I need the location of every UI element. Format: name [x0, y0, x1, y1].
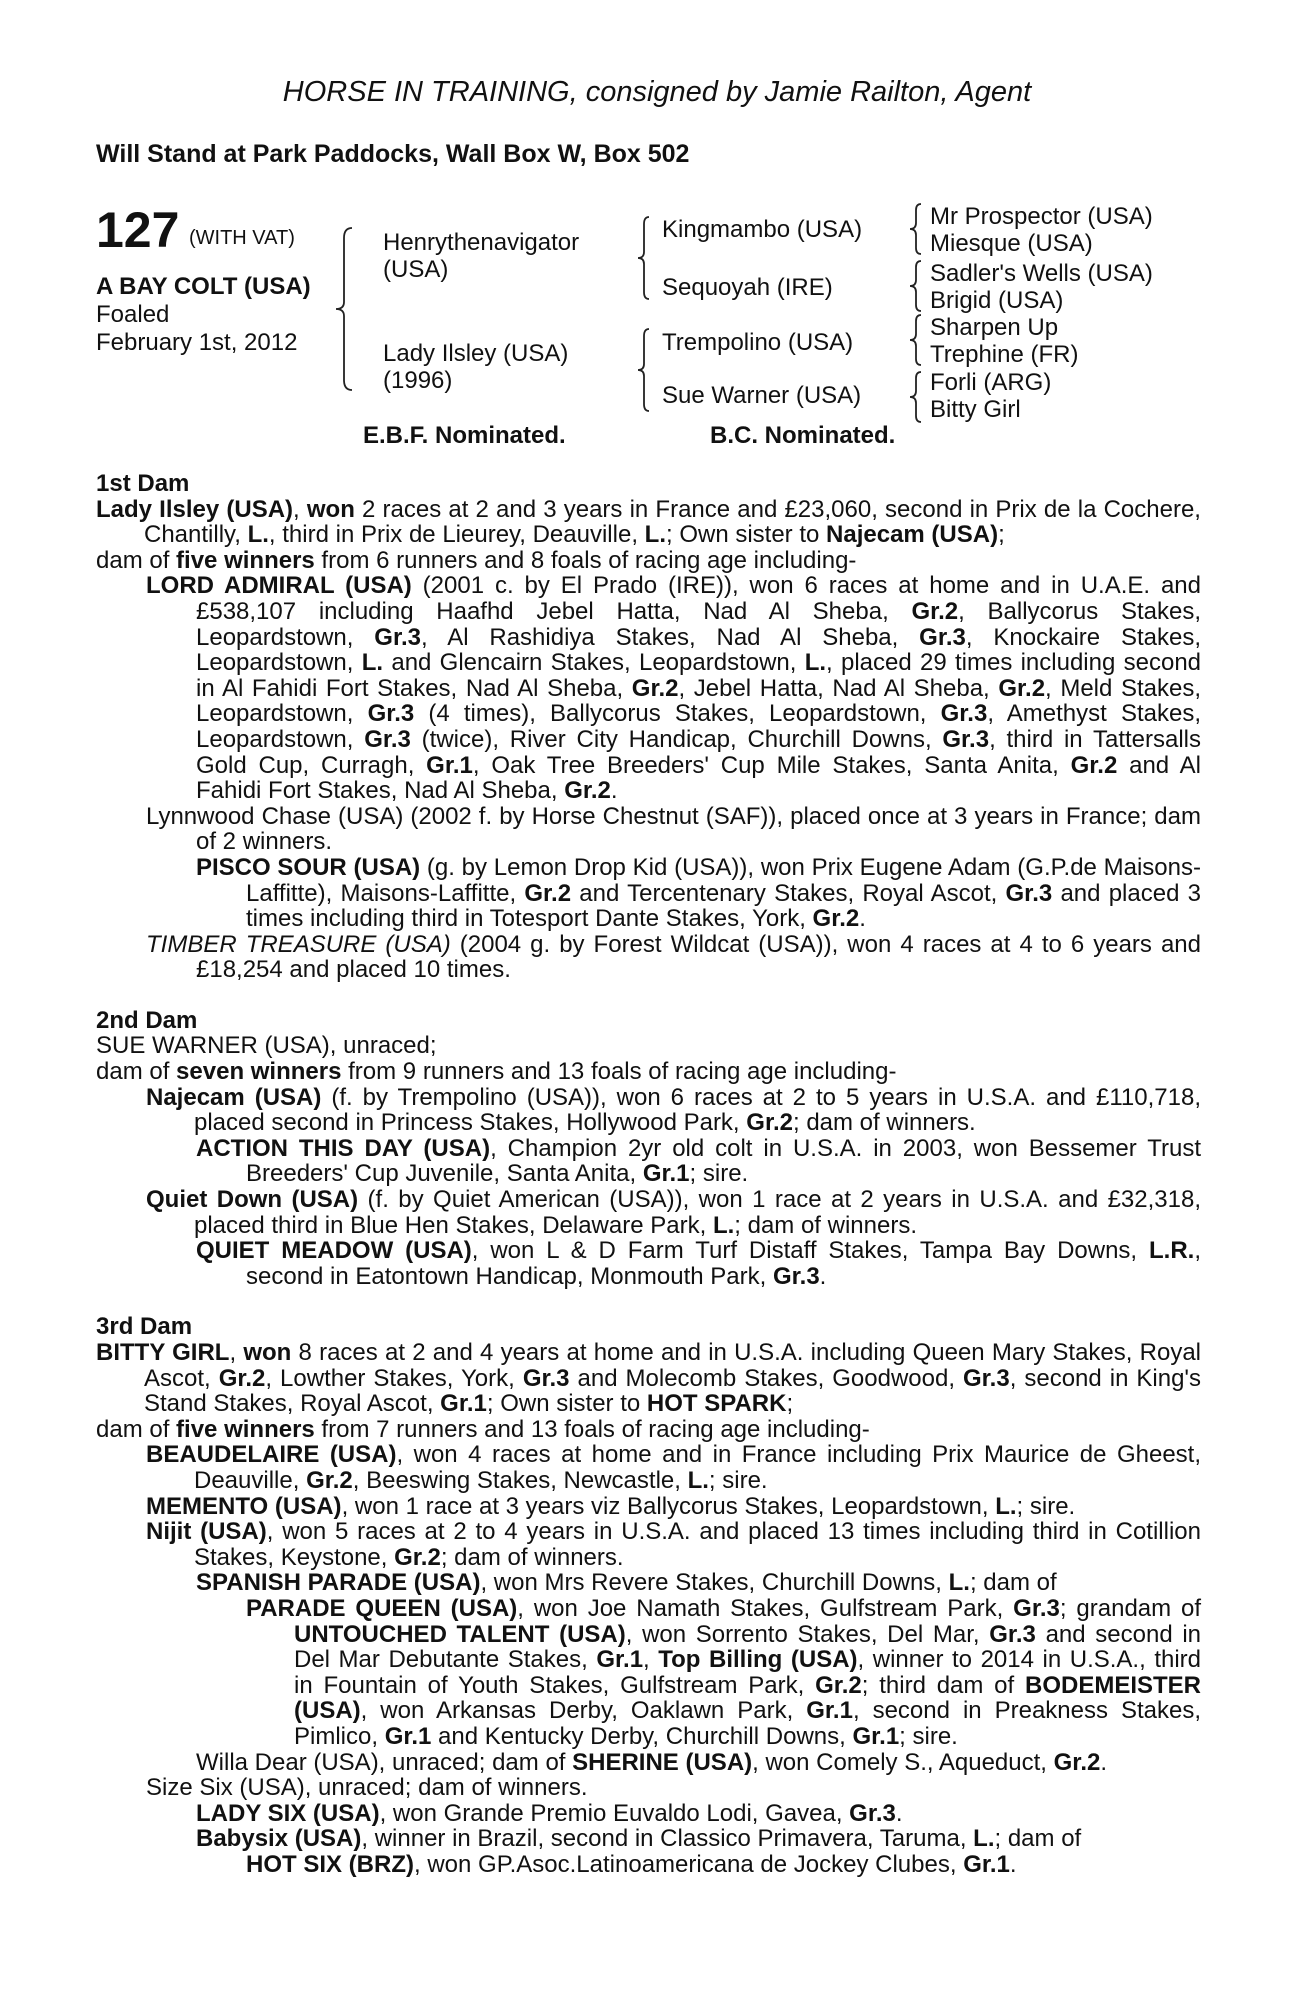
ebf-nomination: E.B.F. Nominated. [363, 422, 566, 449]
pedigree-brace-g3-4 [906, 369, 926, 427]
lot-description: A BAY COLT (USA) [96, 273, 311, 300]
pedigree-brace-main [326, 224, 356, 394]
dam-sire: Trempolino (USA) [662, 329, 854, 356]
produce-entry: PISCO SOUR (USA) (g. by Lemon Drop Kid (USA)), won Prix Eugene Adam (G.P.de Maisons-Laffitte), Maisons-Laffitte, Gr.2 and Tercentenary Stakes, Royal Ascot, Gr.3 and placed 3 times including third in Totesport Dante Stakes, York, Gr.2. [196, 853, 1201, 933]
pedigree-brace-g3-2 [906, 258, 926, 316]
dam-summary: dam of five winners from 6 runners and 8 foals of racing age including- [96, 546, 857, 574]
produce-entry: PARADE QUEEN (USA), won Joe Namath Stakes, Gulfstream Park, Gr.3; grandam of UNTOUCHED TALENT (USA), won Sorrento Stakes, Del Mar, Gr.3 and second in Del Mar Debutante Stakes, Gr.1, Top Billing (USA), winner to 2014 in U.S.A., third in Fountain of Youth Stakes, Gulfstream Park, Gr.2; third dam of BODEMEISTER (USA), won Arkansas Derby, Oaklawn Park, Gr.1, second in Preakness Stakes, Pimlico, Gr.1 and Kentucky Derby, Churchill Downs, Gr.1; sire. [246, 1594, 1202, 1750]
pedigree-brace-sire [634, 214, 654, 304]
produce-entry: BEAUDELAIRE (USA), won 4 races at home and in France including Prix Maurice de Gheest, Deauville, Gr.2, Beeswing Stakes, Newcastle, L.; sire. [146, 1441, 1201, 1494]
ancestor-8: Bitty Girl [930, 396, 1021, 423]
produce-entry: Size Six (USA), unraced; dam of winners. [146, 1774, 588, 1802]
page-title: HORSE IN TRAINING, consigned by Jamie Railton, Agent [282, 76, 1032, 108]
produce-entry: Willa Dear (USA), unraced; dam of SHERINE (USA), won Comely S., Aqueduct, Gr.2. [196, 1748, 1108, 1776]
ancestor-6: Trephine (FR) [930, 341, 1079, 368]
produce-entry: HOT SIX (BRZ), won GP.Asoc.Latinoamericana de Jockey Clubes, Gr.1. [246, 1850, 1017, 1878]
produce-entry: ACTION THIS DAY (USA), Champion 2yr old colt in U.S.A. in 2003, won Bessemer Trust Breeders' Cup Juvenile, Santa Anita, Gr.1; sire. [196, 1134, 1201, 1188]
pedigree-brace-g3-3 [906, 312, 926, 370]
section-heading: 2nd Dam [96, 1006, 198, 1034]
ancestor-7: Forli (ARG) [930, 369, 1052, 396]
produce-entry: Nijit (USA), won 5 races at 2 to 4 years in U.S.A. and placed 13 times including third in Cotillion Stakes, Keystone, Gr.2; dam of winners. [146, 1518, 1201, 1571]
foaled-label: Foaled [96, 301, 170, 328]
vat-label: (WITH VAT) [189, 227, 295, 249]
produce-entry: Najecam (USA) (f. by Trempolino (USA)), won 6 races at 2 to 5 years in U.S.A. and £110,718, placed second in Princess Stakes, Hollywood Park, Gr.2; dam of winners. [146, 1083, 1201, 1137]
ancestor-2: Miesque (USA) [930, 230, 1093, 257]
ancestor-4: Brigid (USA) [930, 287, 1064, 314]
pedigree-brace-g3-1 [906, 201, 926, 259]
dam-entry: Lady Ilsley (USA), won 2 races at 2 and 3 years in France and £23,060, second in Prix de la Cochere, Chantilly, L., third in Prix de Lieurey, Deauville, L.; Own sister to Najecam (USA); [96, 495, 1201, 549]
produce-entry: Lynnwood Chase (USA) (2002 f. by Horse Chestnut (SAF)), placed once at 3 years in France; dam of 2 winners. [146, 802, 1201, 856]
foaled-date: February 1st, 2012 [96, 329, 298, 356]
ancestor-1: Mr Prospector (USA) [930, 203, 1153, 230]
section-heading: 1st Dam [96, 470, 190, 497]
dam-dam: Sue Warner (USA) [662, 382, 862, 409]
dam-name: Lady Ilsley (USA) (1996) [383, 340, 569, 394]
sire-name: Henrythenavigator (USA) [383, 229, 580, 283]
sire-dam: Sequoyah (IRE) [662, 274, 833, 301]
lot-number: 127 [96, 202, 180, 258]
dam-entry: SUE WARNER (USA), unraced; [96, 1032, 437, 1060]
produce-entry: TIMBER TREASURE (USA) (2004 g. by Forest Wildcat (USA)), won 4 races at 4 to 6 years and £18,254 and placed 10 times. [146, 930, 1201, 984]
bc-nomination: B.C. Nominated. [710, 422, 896, 449]
section-heading: 3rd Dam [96, 1313, 193, 1341]
dam-entry: BITTY GIRL, won 8 races at 2 and 4 years at home and in U.S.A. including Queen Mary Stakes, Royal Ascot, Gr.2, Lowther Stakes, York, Gr.3 and Molecomb Stakes, Goodwood, Gr.3, second in King's Stand Stakes, Royal Ascot, Gr.1; Own sister to HOT SPARK; [96, 1339, 1202, 1418]
produce-entry: LORD ADMIRAL (USA) (2001 c. by El Prado (IRE)), won 6 races at home and in U.A.E. and £538,107 including Haafhd Jebel Hatta, Nad Al Sheba, Gr.2, Ballycorus Stakes, Leopardstown, Gr.3, Al Rashidiya Stakes, Nad Al Sheba, Gr.3, Knockaire Stakes, Leopardstown, L. and Glencairn Stakes, Leopardstown, L., placed 29 times including second in Al Fahidi Fort Stakes, Nad Al Sheba, Gr.2, Jebel Hatta, Nad Al Sheba, Gr.2, Meld Stakes, Leopardstown, Gr.3 (4 times), Ballycorus Stakes, Leopardstown, Gr.3, Amethyst Stakes, Leopardstown, Gr.3 (twice), River City Handicap, Churchill Downs, Gr.3, third in Tattersalls Gold Cup, Curragh, Gr.1, Oak Tree Breeders' Cup Mile Stakes, Santa Anita, Gr.2 and Al Fahidi Fort Stakes, Nad Al Sheba, Gr.2. [146, 572, 1202, 805]
dam-summary: dam of five winners from 7 runners and 13 foals of racing age including- [96, 1415, 870, 1443]
produce-entry: QUIET MEADOW (USA), won L & D Farm Turf Distaff Stakes, Tampa Bay Downs, L.R., second in Eatontown Handicap, Monmouth Park, Gr.3. [196, 1237, 1202, 1290]
stand-location: Will Stand at Park Paddocks, Wall Box W, Box 502 [96, 140, 690, 168]
pedigree-brace-dam [634, 326, 654, 416]
produce-entry: LADY SIX (USA), won Grande Premio Euvaldo Lodi, Gavea, Gr.3. [196, 1799, 903, 1827]
dam-summary: dam of seven winners from 9 runners and 13 foals of racing age including- [96, 1058, 897, 1086]
sire-sire: Kingmambo (USA) [662, 216, 863, 243]
ancestor-5: Sharpen Up [930, 314, 1059, 341]
dam-line [96, 471, 1201, 1877]
ancestor-3: Sadler's Wells (USA) [930, 260, 1153, 287]
produce-entry: Babysix (USA), winner in Brazil, second in Classico Primavera, Taruma, L.; dam of [196, 1825, 1082, 1853]
produce-entry: SPANISH PARADE (USA), won Mrs Revere Stakes, Churchill Downs, L.; dam of [196, 1569, 1057, 1597]
produce-entry: MEMENTO (USA), won 1 race at 3 years viz Ballycorus Stakes, Leopardstown, L.; sire. [146, 1492, 1076, 1520]
produce-entry: Quiet Down (USA) (f. by Quiet American (USA)), won 1 race at 2 years in U.S.A. and £32,318, placed third in Blue Hen Stakes, Delaware Park, L.; dam of winners. [146, 1186, 1201, 1239]
